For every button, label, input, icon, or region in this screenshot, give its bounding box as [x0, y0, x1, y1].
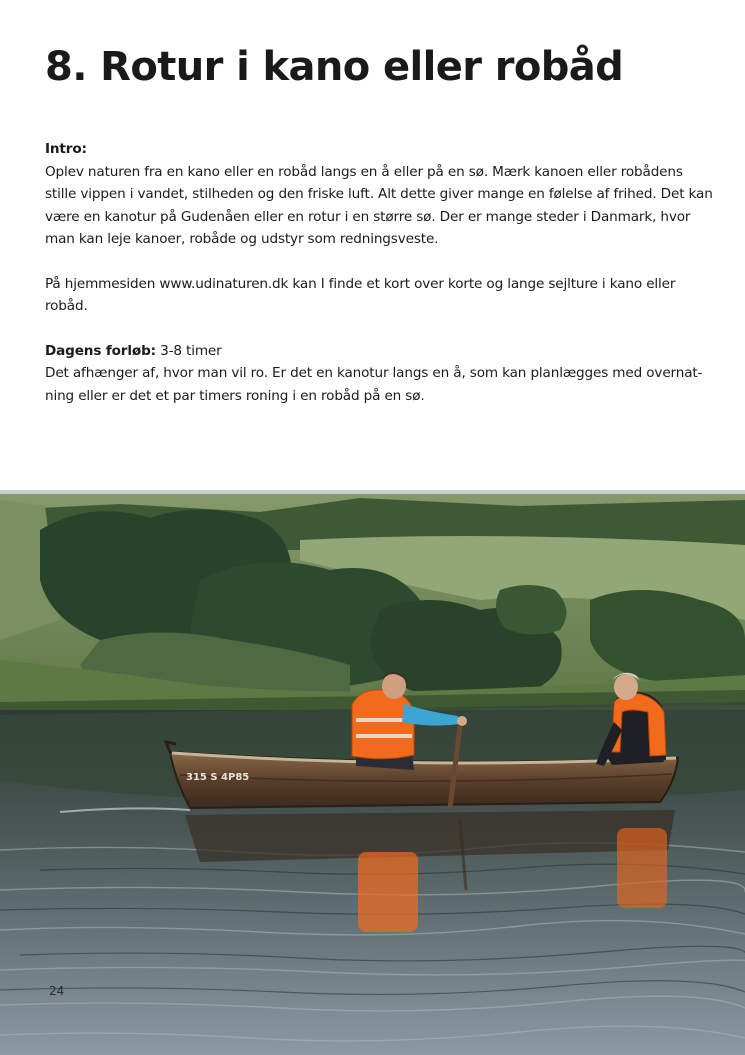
schedule-duration: 3-8 timer [155, 342, 222, 359]
schedule-line: Det afhænger af, hvor man vil ro. Er det en kanotur langs en å, som kan planlægges med overnat- [45, 365, 703, 381]
article-body [45, 138, 713, 407]
schedule-paragraph [45, 362, 705, 407]
intro-line: være en kanotur på Gudenåen eller en rotur i en større sø. Der er mange steder i Danmark, hvor [45, 208, 691, 225]
schedule-heading [45, 340, 705, 363]
intro-line: man kan leje kanoer, robåde og udstyr som redningsveste. [45, 231, 439, 247]
boat-registration: 315 S 4P85 [186, 772, 250, 783]
rowboat-photo [0, 490, 745, 1055]
page-title: 8. Rotur i kano eller robåd [45, 44, 624, 90]
rowboat-photo-illustration [0, 490, 745, 1055]
schedule-label: Dagens forløb: [45, 342, 156, 359]
intro-paragraph [45, 161, 713, 251]
page-number: 24 [49, 984, 65, 998]
website-paragraph [45, 273, 705, 318]
schedule-line: ning eller er det et par timers roning i en robåd på en sø. [45, 387, 425, 404]
intro-line: Oplev naturen fra en kano eller en robåd langs en å eller på en sø. Mærk kanoen eller robådens [45, 163, 683, 180]
intro-line: stille vippen i vandet, stilheden og den friske luft. Alt dette giver mange en følelse af frihed. Det kan [45, 186, 713, 202]
intro-label: Intro: [45, 141, 87, 157]
website-line: På hjemmesiden www.udinaturen.dk kan I finde et kort over korte og lange sejlture i kano eller [45, 275, 676, 292]
website-line: robåd. [45, 298, 88, 314]
